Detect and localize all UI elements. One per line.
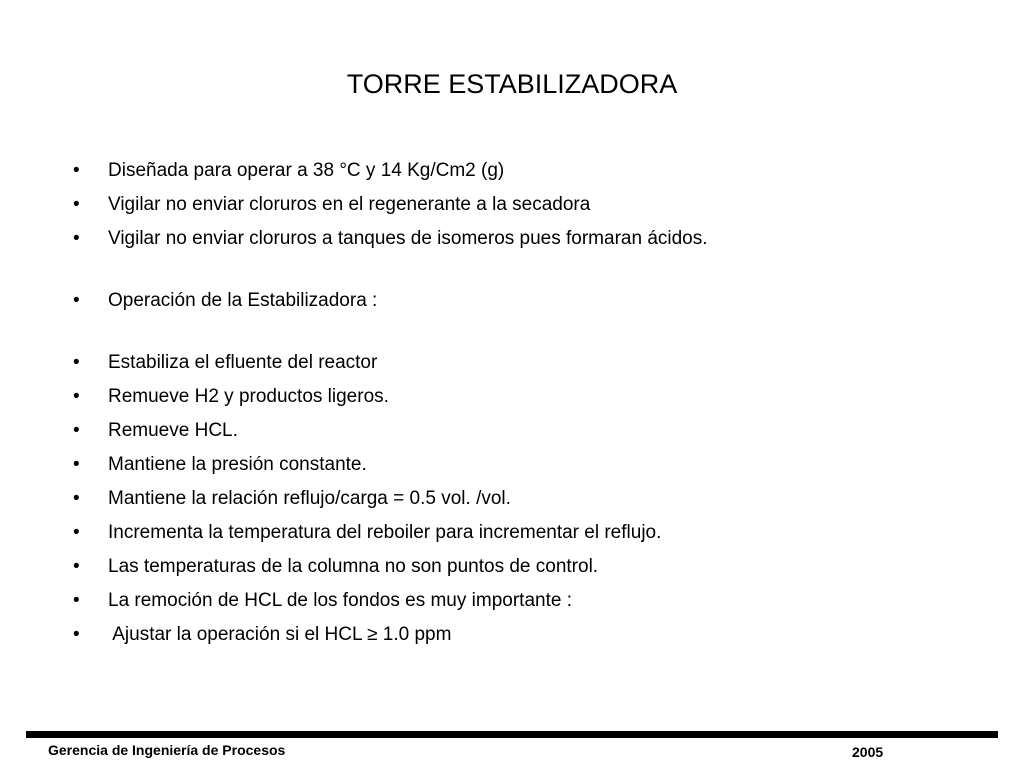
bullet-dot-icon: • <box>73 590 80 611</box>
slide-title: TORRE ESTABILIZADORA <box>346 69 678 99</box>
footer-divider <box>26 731 998 738</box>
bullet-dot-icon: • <box>73 386 80 407</box>
bullet-text: Incrementa la temperatura del reboiler para incrementar el reflujo. <box>108 522 662 543</box>
bullet-dot-icon: • <box>73 160 80 181</box>
bullet-item-column-temperatures <box>70 550 970 584</box>
bullet-item-design-conditions <box>70 154 970 188</box>
bullet-item-removes-h2 <box>70 380 970 414</box>
bullet-text: La remoción de HCL de los fondos es muy importante : <box>108 590 572 611</box>
bullet-dot-icon: • <box>73 194 80 215</box>
bullet-text: Mantiene la relación reflujo/carga = 0.5 vol. /vol. <box>108 488 511 509</box>
bullet-item-reboiler-temperature <box>70 516 970 550</box>
bullet-item-operation-heading <box>70 284 970 318</box>
bullet-dot-icon: • <box>73 290 80 311</box>
bullet-text: Mantiene la presión constante. <box>108 454 367 475</box>
bullet-dot-icon: • <box>73 228 80 249</box>
bullet-text: Operación de la Estabilizadora : <box>108 290 378 311</box>
bullet-dot-icon: • <box>73 352 80 373</box>
bullet-text: Ajustar la operación si el HCL ≥ 1.0 ppm <box>108 624 452 645</box>
bullet-dot-icon: • <box>73 454 80 475</box>
bullet-item-constant-pressure <box>70 448 970 482</box>
bullet-text: Las temperaturas de la columna no son puntos de control. <box>108 556 599 577</box>
bullet-item-reflux-ratio <box>70 482 970 516</box>
bullet-list <box>70 154 970 652</box>
bullet-item-removes-hcl <box>70 414 970 448</box>
footer-organization: Gerencia de Ingeniería de Procesos <box>48 742 286 758</box>
bullet-text: Diseñada para operar a 38 °C y 14 Kg/Cm2 (g) <box>108 160 505 181</box>
bullet-item-hcl-removal <box>70 584 970 618</box>
bullet-dot-icon: • <box>73 624 80 645</box>
bullet-dot-icon: • <box>73 556 80 577</box>
footer-year: 2005 <box>852 744 884 760</box>
bullet-text: Remueve H2 y productos ligeros. <box>108 386 389 407</box>
bullet-text: Estabiliza el efluente del reactor <box>108 352 378 373</box>
bullet-dot-icon: • <box>73 522 80 543</box>
bullet-text: Vigilar no enviar cloruros en el regenerante a la secadora <box>108 194 591 215</box>
bullet-dot-icon: • <box>73 488 80 509</box>
bullet-dot-icon: • <box>73 420 80 441</box>
bullet-text: Remueve HCL. <box>108 420 238 441</box>
bullet-item-chlorides-regenerant <box>70 188 970 222</box>
bullet-item-chlorides-tanks <box>70 222 970 256</box>
bullet-item-stabilizes-effluent <box>70 346 970 380</box>
bullet-text: Vigilar no enviar cloruros a tanques de isomeros pues formaran ácidos. <box>108 228 708 249</box>
bullet-item-adjust-operation <box>70 618 970 652</box>
